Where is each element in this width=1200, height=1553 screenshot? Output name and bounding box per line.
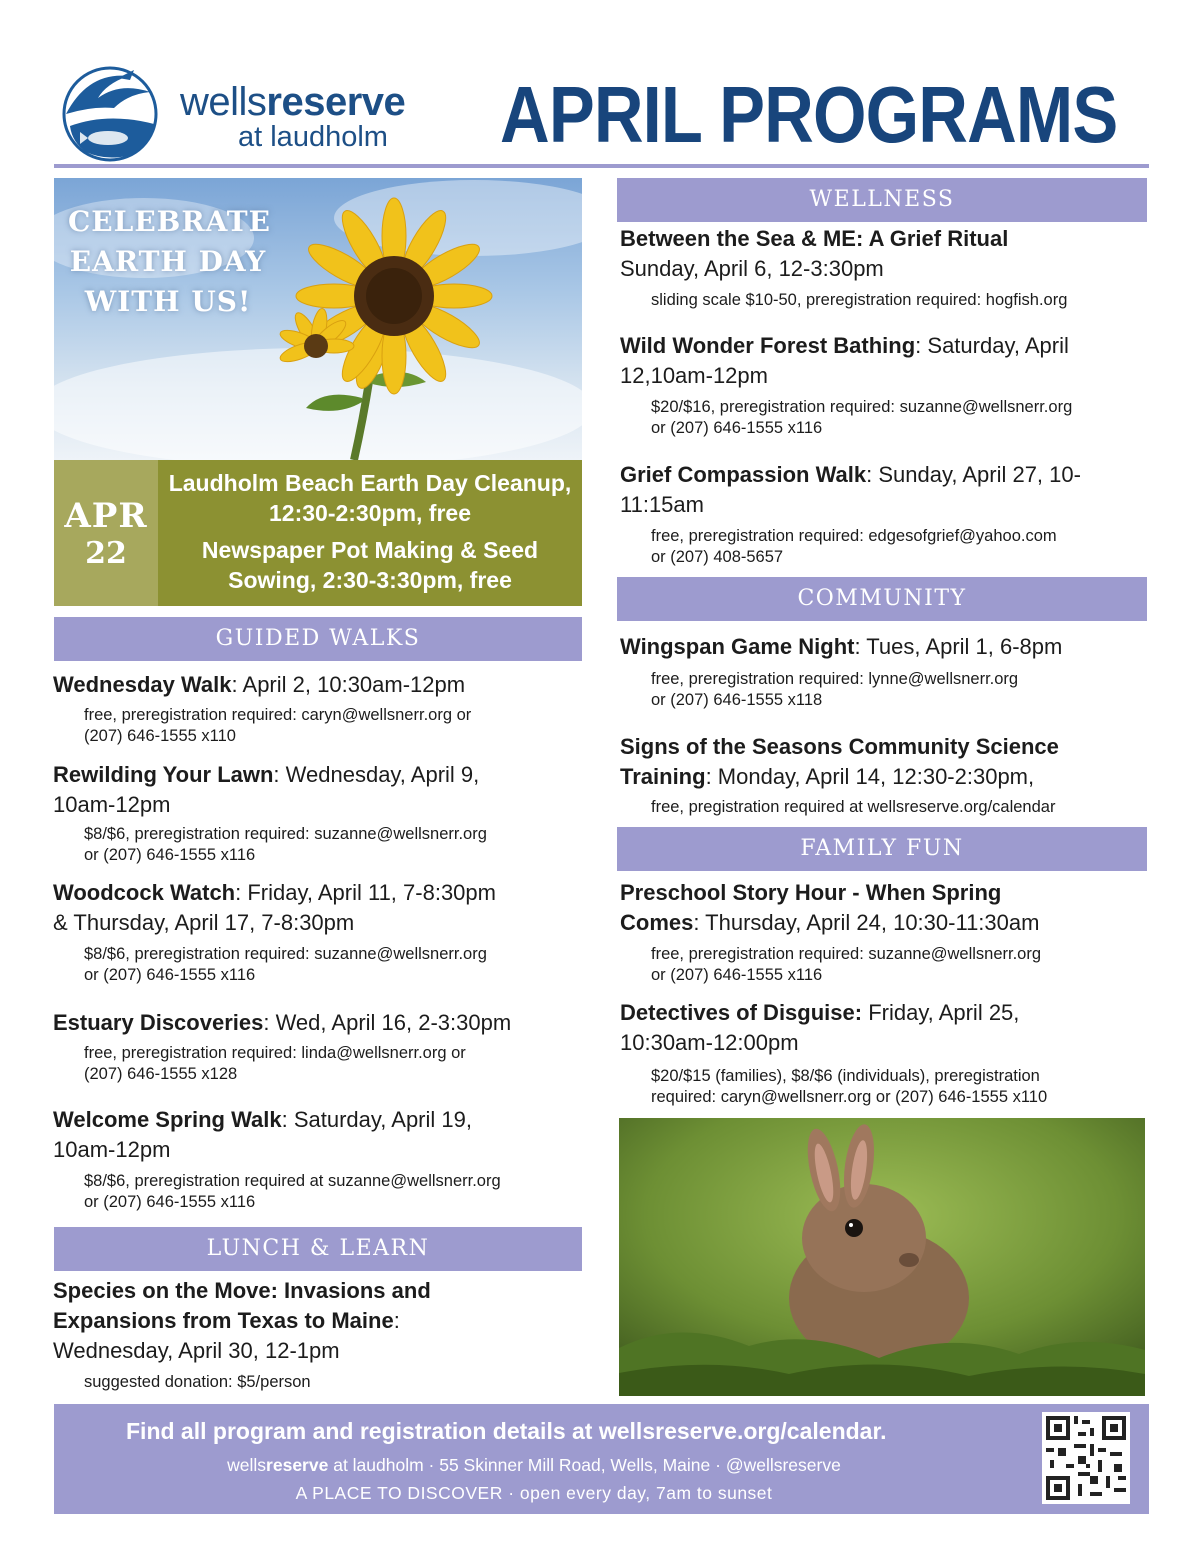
date-month: APR [64, 496, 148, 536]
program-title: Grief Compassion Walk: Sunday, April 27, 10- 11:15am [620, 462, 1081, 517]
footer-tagline: A PLACE TO DISCOVER · open every day, 7am to sunset [295, 1483, 773, 1503]
program-title: Welcome Spring Walk: Saturday, April 19, 10am-12pm [53, 1107, 472, 1162]
page-title: APRIL PROGRAMS [500, 70, 1118, 159]
footer-address: wellsreserve at laudholm · 55 Skinner Mill Road, Wells, Maine · @wellsreserve [227, 1455, 841, 1475]
program-title: Detectives of Disguise: Friday, April 25, 10:30am-12:00pm [620, 1000, 1020, 1055]
program-title: Preschool Story Hour - When Spring Comes: Thursday, April 24, 10:30-11:30am [620, 880, 1040, 935]
program-details: $8/$6, preregistration required: suzanne@wellsnerr.org or (207) 646-1555 x116 [84, 945, 487, 984]
rabbit-photo [619, 1118, 1145, 1396]
wells-reserve-logo [58, 62, 168, 162]
program-details: sliding scale $10-50, preregistration required: hogfish.org [651, 291, 1068, 309]
program-details: $8/$6, preregistration required: suzanne@wellsnerr.org or (207) 646-1555 x116 [84, 825, 487, 864]
program-details: free, preregistration required: linda@wellsnerr.org or (207) 646-1555 x128 [84, 1044, 466, 1083]
earth-day-date [54, 460, 158, 606]
footer [54, 1404, 1149, 1514]
program-details: free, preregistration required: edgesofgrief@yahoo.com or (207) 408-5657 [651, 527, 1057, 566]
date-day: 22 [85, 536, 127, 571]
brand-bold: reserve [266, 80, 406, 124]
section-heading-family-fun: FAMILY FUN [617, 827, 1147, 871]
program-details: $20/$15 (families), $8/$6 (individuals), preregistration required: caryn@wellsnerr.org or (207) 646-1555 x110 [651, 1067, 1048, 1106]
earth-day-event-2: Newspaper Pot Making & Seed Sowing, 2:30-3:30pm, free [201, 537, 539, 593]
section-heading-wellness: WELLNESS [617, 178, 1147, 222]
program-title: Rewilding Your Lawn: Wednesday, April 9, 10am-12pm [53, 762, 480, 817]
brand-sub: at laudholm [238, 121, 388, 153]
callout-line-1: CELEBRATE [68, 205, 271, 238]
program-title: Wild Wonder Forest Bathing: Saturday, April 12,10am-12pm [620, 333, 1069, 388]
earth-day-callout [68, 202, 271, 322]
program-title: Woodcock Watch: Friday, April 11, 7-8:30pm & Thursday, April 17, 7-8:30pm [53, 880, 496, 935]
footer-headline: Find all program and registration details at wellsreserve.org/calendar. [126, 1418, 887, 1444]
program-details: $8/$6, preregistration required at suzanne@wellsnerr.org or (207) 646-1555 x116 [84, 1172, 501, 1211]
program-title: Wednesday Walk: April 2, 10:30am-12pm [53, 672, 466, 697]
header-divider [54, 164, 1149, 168]
program-details: $20/$16, preregistration required: suzanne@wellsnerr.org or (207) 646-1555 x116 [651, 398, 1073, 437]
section-heading-lunch-learn: LUNCH & LEARN [54, 1227, 582, 1271]
program-title: Wingspan Game Night: Tues, April 1, 6-8pm [620, 634, 1063, 659]
callout-line-3: WITH US! [84, 285, 252, 318]
program-details: free, preregistration required: lynne@wellsnerr.org or (207) 646-1555 x118 [651, 670, 1019, 709]
program-title: Species on the Move: Invasions and Expansions from Texas to Maine: Wednesday, April 30, 12-1pm [53, 1278, 431, 1363]
program-details: free, preregistration required: suzanne@wellsnerr.org or (207) 646-1555 x116 [651, 945, 1042, 984]
callout-line-2: EARTH DAY [69, 245, 267, 278]
earth-day-event-1: Laudholm Beach Earth Day Cleanup, 12:30-2:30pm, free [168, 470, 572, 526]
program-details: free, pregistration required at wellsreserve.org/calendar [651, 798, 1056, 816]
earth-day-events [158, 460, 582, 606]
program-details: free, preregistration required: caryn@wellsnerr.org or (207) 646-1555 x110 [84, 706, 472, 745]
qr-code-icon[interactable] [1042, 1412, 1130, 1504]
brand-wordmark [180, 82, 405, 152]
program-title: Signs of the Seasons Community Science Training: Monday, April 14, 12:30-2:30pm, [620, 734, 1059, 789]
section-heading-community: COMMUNITY [617, 577, 1147, 621]
program-details: suggested donation: $5/person [84, 1373, 311, 1391]
section-heading-guided-walks: GUIDED WALKS [54, 617, 582, 661]
brand-regular: wells [180, 80, 267, 124]
sunflower-photo [54, 178, 582, 460]
program-title: Between the Sea & ME: A Grief Ritual Sunday, April 6, 12-3:30pm [620, 226, 1009, 281]
program-title: Estuary Discoveries: Wed, April 16, 2-3:30pm [53, 1010, 512, 1035]
